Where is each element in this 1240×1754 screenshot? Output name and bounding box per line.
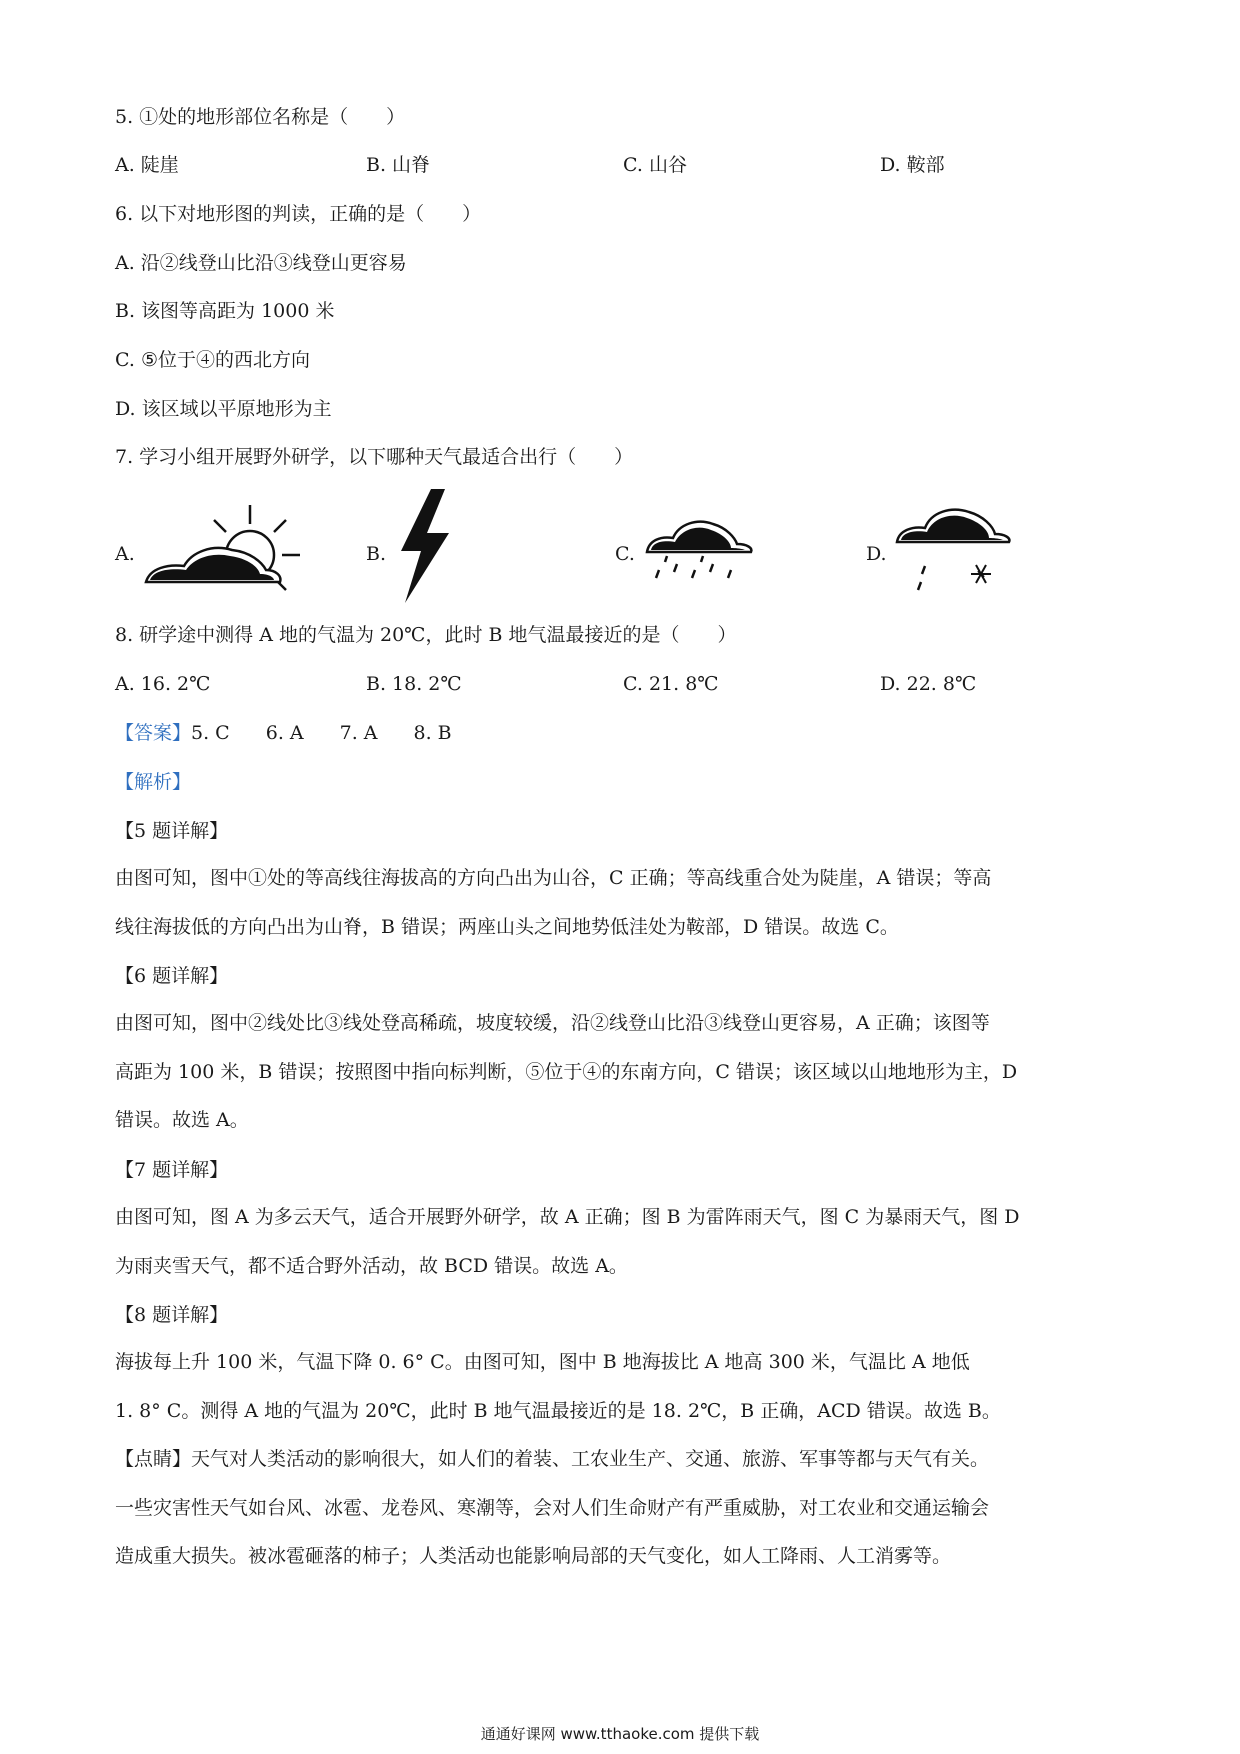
- q5-stem: 5. ①处的地形部位名称是（ ）: [115, 106, 406, 128]
- q5-option-d: D. 鞍部: [880, 154, 945, 176]
- sleet-icon: [895, 500, 1015, 595]
- text-line: 高距为 100 米，B 错误；按照图中指向标判断，⑤位于④的东南方向，C 错误；该区域以山地地形为主，D: [115, 1060, 1018, 1083]
- rain-cloud-icon: [645, 512, 755, 582]
- section-body-6: [115, 999, 1125, 1145]
- q7-label-b: B.: [366, 543, 387, 565]
- text-line: 由图可知，图 A 为多云天气，适合开展野外研学，故 A 正确；图 B 为雷阵雨天气，图 C 为暴雨天气，图 D: [115, 1206, 1020, 1228]
- q7-label-d: D.: [866, 543, 887, 565]
- q6-option-b: B. 该图等高距为 1000 米: [115, 300, 335, 322]
- q5-option-b: B. 山脊: [366, 154, 431, 176]
- text-line: 一些灾害性天气如台风、冰雹、龙卷风、寒潮等，会对人们生命财产有严重威胁，对工农业和交通运输会: [115, 1496, 990, 1519]
- answer-item: 8. B: [413, 722, 452, 744]
- section-heading-7: 【7 题详解】: [115, 1159, 229, 1181]
- q8-option-d: D. 22. 8℃: [880, 673, 977, 695]
- section-heading-8: 【8 题详解】: [115, 1304, 229, 1326]
- text-line: 错误。故选 A。: [115, 1109, 249, 1131]
- q8-option-b: B. 18. 2℃: [366, 673, 462, 695]
- partly-cloudy-icon: [140, 500, 310, 600]
- text-line: 由图可知，图中①处的等高线往海拔高的方向凸出为山谷，C 正确；等高线重合处为陡崖，A 错误；等高: [115, 867, 992, 889]
- q7-label-a: A.: [115, 543, 135, 565]
- q6-option-d: D. 该区域以平原地形为主: [115, 398, 332, 420]
- q7-label-c: C.: [615, 543, 635, 565]
- answer-item: 5. C: [191, 722, 230, 744]
- analysis-tag: 【解析】: [115, 771, 192, 793]
- section-body-8: [115, 1338, 1125, 1435]
- text-line: 为雨夹雪天气，都不适合野外活动，故 BCD 错误。故选 A。: [115, 1254, 628, 1277]
- q6-option-c: C. ⑤位于④的西北方向: [115, 349, 310, 371]
- q6-option-a: A. 沿②线登山比沿③线登山更容易: [115, 252, 407, 274]
- text-line: [115, 1435, 1125, 1484]
- text-line: 线往海拔低的方向凸出为山脊，B 错误；两座山头之间地势低洼处为鞍部，D 错误。故选 C。: [115, 915, 899, 938]
- answer-tag: 【答案】: [115, 722, 192, 744]
- text-line: 由图可知，图中②线处比③线处登高稀疏，坡度较缓，沿②线登山比沿③线登山更容易，A 正确；该图等: [115, 1012, 990, 1034]
- text-line: 1. 8° C。测得 A 地的气温为 20℃，此时 B 地气温最接近的是 18. 2℃，B 正确，ACD 错误。故选 B。: [115, 1399, 1001, 1422]
- answer-item: 7. A: [339, 722, 378, 744]
- q8-option-c: C. 21. 8℃: [623, 673, 719, 695]
- section-body-7: [115, 1193, 1125, 1290]
- note-first-line: 天气对人类活动的影响很大，如人们的着装、工农业生产、交通、旅游、军事等都与天气有关。: [191, 1448, 990, 1470]
- footer-credit: 通通好课网 www.tthaoke.com 提供下载: [480, 1725, 760, 1743]
- answer-line: [115, 720, 452, 746]
- section-heading-5: 【5 题详解】: [115, 820, 229, 842]
- section-body-5: [115, 854, 1125, 951]
- lightning-icon: [395, 487, 455, 605]
- q7-stem: 7. 学习小组开展野外研学，以下哪种天气最适合出行（ ）: [115, 446, 634, 468]
- q5-option-a: A. 陡崖: [115, 154, 179, 176]
- q8-option-a: A. 16. 2℃: [115, 673, 211, 695]
- text-line: 造成重大损失。被冰雹砸落的柿子；人类活动也能影响局部的天气变化，如人工降雨、人工消雾等。: [115, 1545, 952, 1567]
- q8-stem: 8. 研学途中测得 A 地的气温为 20℃，此时 B 地气温最接近的是（ ）: [115, 624, 737, 646]
- text-line: 海拔每上升 100 米，气温下降 0. 6° C。由图可知，图中 B 地海拔比 A 地高 300 米，气温比 A 地低: [115, 1351, 970, 1373]
- answer-item: 6. A: [265, 722, 304, 744]
- section-heading-6: 【6 题详解】: [115, 965, 229, 987]
- q5-option-c: C. 山谷: [623, 154, 687, 176]
- q6-stem: 6. 以下对地形图的判读，正确的是（ ）: [115, 203, 482, 225]
- note-tag: 【点睛】: [115, 1448, 192, 1470]
- note-body: [115, 1435, 1125, 1581]
